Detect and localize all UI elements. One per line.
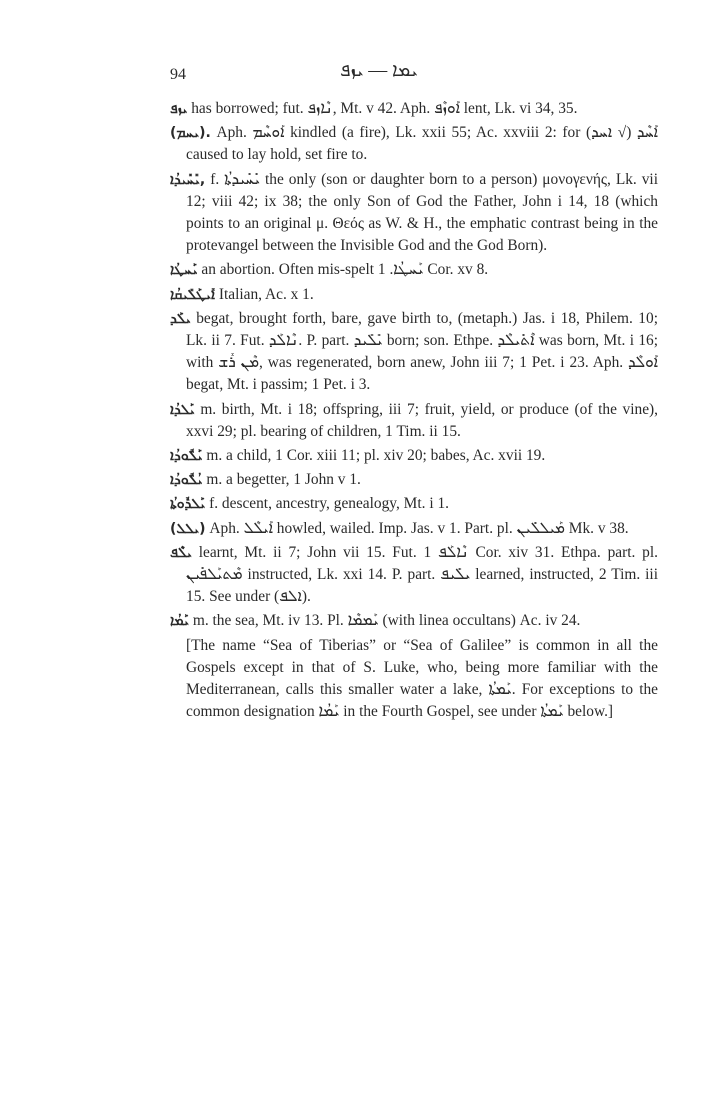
headword: ܐܺܝܛܰܠܺܝܩܳܐ (170, 286, 215, 303)
definition: m. a begetter, 1 John v 1. (206, 471, 361, 489)
running-head: ܝܡܐ — ܝܙܦ (340, 60, 418, 81)
page-number: 94 (170, 66, 186, 83)
definition: f. ܝܺܚܺܝܕܬܳܐ the only (son or daughter born to a person) μονογενής, Lk. vii 12; viii 42; ix 38; the only Son of God the Father, John i 14, 18 (which points to an original μ. Θεός as W. & H., the emphatic contrast being in the protevangel between the Invisible God and the God Born). (186, 170, 658, 255)
definition: begat, brought forth, bare, gave birth to, (metaph.) Jas. i 18, Philem. 10; Lk. ii 7. Fut. ܢܶܐܠܰܕ. P. part. ܝܺܠܺܝܕ born; son. Ethpe. ܐܶܬܺܝܠܶܕ was born, Mt. i 16; with ܡܶܢ ܪܺܫ, was regenerated, born anew, John iii 7; 1 Pet. i 23. Aph. ܐܰܘܠܶܕ begat, Mt. i passim; 1 Pet. i 3. (186, 309, 659, 394)
headword: ܝܰܡܳܐ (170, 613, 189, 630)
headword: ܝܰܚܛܳܐ (170, 262, 198, 279)
entry-0 (170, 98, 658, 120)
definition: an abortion. Often mis-spelt ܝܰܚܛܳܐ. 1 Cor. xv 8. (201, 261, 489, 279)
headword: (ܝܚܡ). (170, 125, 211, 142)
headword: ܝܠܶܦ (170, 544, 192, 561)
entry-9 (170, 493, 658, 515)
entry-5 (170, 308, 658, 397)
headword: (ܝܠܠ) (170, 520, 206, 537)
entry-4 (170, 284, 658, 306)
headword: ܝܰܠܽܘܕܳܐ (170, 448, 203, 465)
entry-11 (170, 542, 658, 609)
entry-12 (170, 610, 658, 632)
headword: ܝܺܚܺܝܕܳܐ, (170, 171, 206, 188)
headword: ܝܰܠܕܳܐ (170, 401, 195, 418)
entry-7 (170, 445, 658, 467)
definition: m. birth, Mt. i 18; offspring, iii 7; fruit, yield, or produce (of the vine), xxvi 29; pl. bearing of children, 1 Tim. ii 15. (186, 400, 658, 440)
entry-10 (170, 518, 658, 540)
definition: learnt, Mt. ii 7; John vii 15. Fut. ܢܶܐܠܰܦ 1 Cor. xiv 31. Ethpa. part. pl. ܡܶܬܝܰܠܦܺܝܢ instructed, Lk. xxi 14. P. part. ܝܠܺܝܦ learned, instructed, 2 Tim. iii 15. See under (ܐܠܦ). (186, 543, 658, 606)
entry-2 (170, 169, 658, 258)
headword: ܝܠܰܕ (170, 310, 191, 327)
entry-note: [The name “Sea of Tiberias” or “Sea of Galilee” is common in all the Gospels except in that of S. Luke, who, being more familiar with the Mediterranean, calls this smaller water a lake, ܝܰܡܬܳܐ. For exceptions to the common designation ܝܰܡܳܐ in the Fourth Gospel, see under ܝܰܡܬܳܐ below.] (186, 636, 658, 721)
entry-list (170, 98, 658, 739)
definition: Italian, Ac. x 1. (218, 285, 314, 303)
headword: ܝܰܠܕܽܘܬܳܐ (170, 496, 206, 513)
definition: Aph. ܐܰܝܠܶܠ howled, wailed. Imp. Jas. v 1. Part. pl. ܡܰܝܠܠܺܝܢ Mk. v 38. (209, 519, 629, 537)
definition: m. a child, 1 Cor. xiii 11; pl. xiv 20; babes, Ac. xvii 19. (206, 447, 546, 465)
entry-1 (170, 122, 658, 166)
entry-6 (170, 399, 658, 443)
entry-3 (170, 259, 658, 281)
definition: m. the sea, Mt. iv 13. Pl. ܝܰܡܡܶܐ (with linea occultans) Ac. iv 24. (192, 612, 581, 630)
headword: ܝܳܠܽܘܕܳܐ (170, 472, 203, 489)
entry-8 (170, 469, 658, 491)
definition: has borrowed; fut. ܢܶܐܙܦ, Mt. v 42. Aph. ܐܰܘܙܶܦ lent, Lk. vi 34, 35. (191, 100, 578, 117)
definition: Aph. ܐܰܘܚܶܡ kindled (a fire), Lk. xxii 55; Ac. xxviii 2: for ܐܰܚܶܕ (√ ܐܚܕ) caused to lay hold, set fire to. (186, 124, 658, 164)
definition: f. descent, ancestry, genealogy, Mt. i 1. (209, 495, 450, 513)
headword: ܝܙܦ (170, 101, 188, 117)
